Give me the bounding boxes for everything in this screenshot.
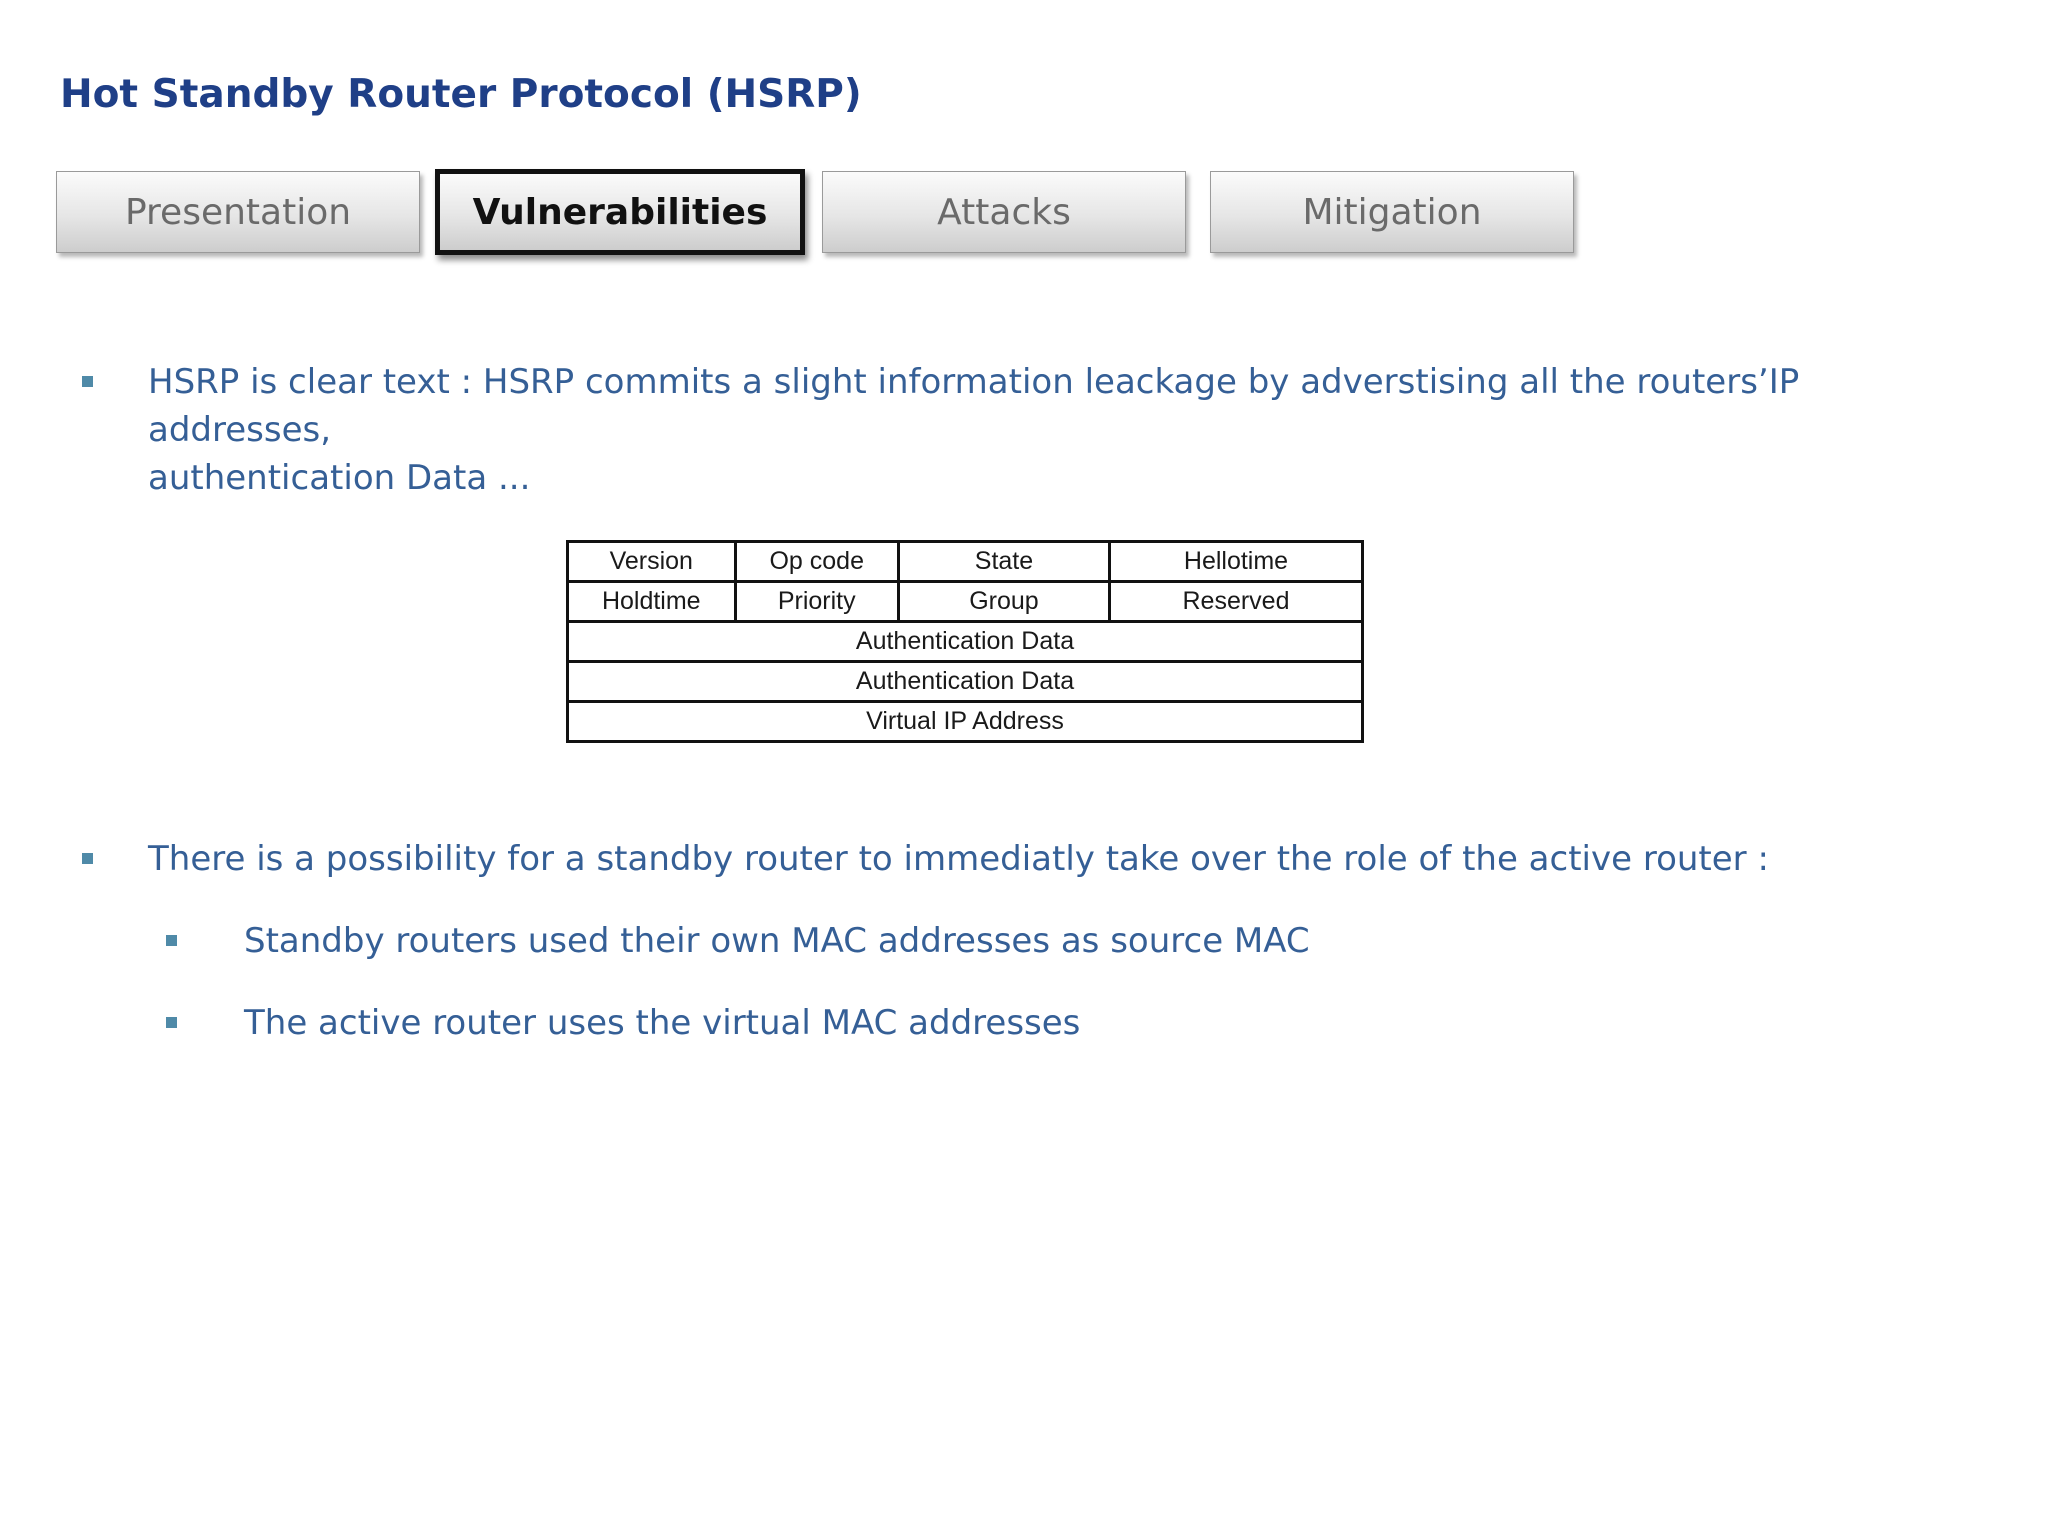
bullet-text: The active router uses the virtual MAC addresses <box>244 1003 1081 1043</box>
packet-row <box>568 622 1363 662</box>
hsrp-packet-format <box>566 540 1364 743</box>
bullet-text: There is a possibility for a standby router to immediatly take over the role of the active router : <box>148 839 1769 879</box>
field-authentication-data: Authentication Data <box>568 662 1363 702</box>
packet-row <box>568 662 1363 702</box>
bullet-takeover <box>148 835 1948 883</box>
slide-title: Hot Standby Router Protocol (HSRP) <box>60 72 862 117</box>
field-version: Version <box>568 542 736 582</box>
field-op-code: Op code <box>735 542 898 582</box>
packet-row <box>568 542 1363 582</box>
tab-mitigation[interactable]: Mitigation <box>1210 171 1574 253</box>
bullet-line: HSRP is clear text : HSRP commits a slight information leackage by adverstising all the routers’IP addresses, <box>148 362 1800 450</box>
bullet-marker <box>166 1017 177 1028</box>
sub-bullet-standby-mac <box>244 917 1944 965</box>
bullet-marker <box>82 853 93 864</box>
field-hellotime: Hellotime <box>1109 542 1362 582</box>
packet-row <box>568 582 1363 622</box>
bullet-clear-text <box>148 358 1948 502</box>
tab-presentation[interactable]: Presentation <box>56 171 420 253</box>
field-reserved: Reserved <box>1109 582 1362 622</box>
section-tabs <box>56 171 1586 255</box>
bullet-line: authentication Data ... <box>148 458 531 498</box>
field-state: State <box>898 542 1109 582</box>
sub-bullet-virtual-mac <box>244 999 1944 1047</box>
field-holdtime: Holdtime <box>568 582 736 622</box>
field-authentication-data: Authentication Data <box>568 622 1363 662</box>
tab-attacks[interactable]: Attacks <box>822 171 1186 253</box>
packet-row <box>568 702 1363 742</box>
bullet-text: Standby routers used their own MAC addresses as source MAC <box>244 921 1310 961</box>
field-virtual-ip-address: Virtual IP Address <box>568 702 1363 742</box>
field-group: Group <box>898 582 1109 622</box>
tab-vulnerabilities[interactable]: Vulnerabilities <box>435 169 805 255</box>
bullet-marker <box>166 935 177 946</box>
bullet-marker <box>82 376 93 387</box>
field-priority: Priority <box>735 582 898 622</box>
